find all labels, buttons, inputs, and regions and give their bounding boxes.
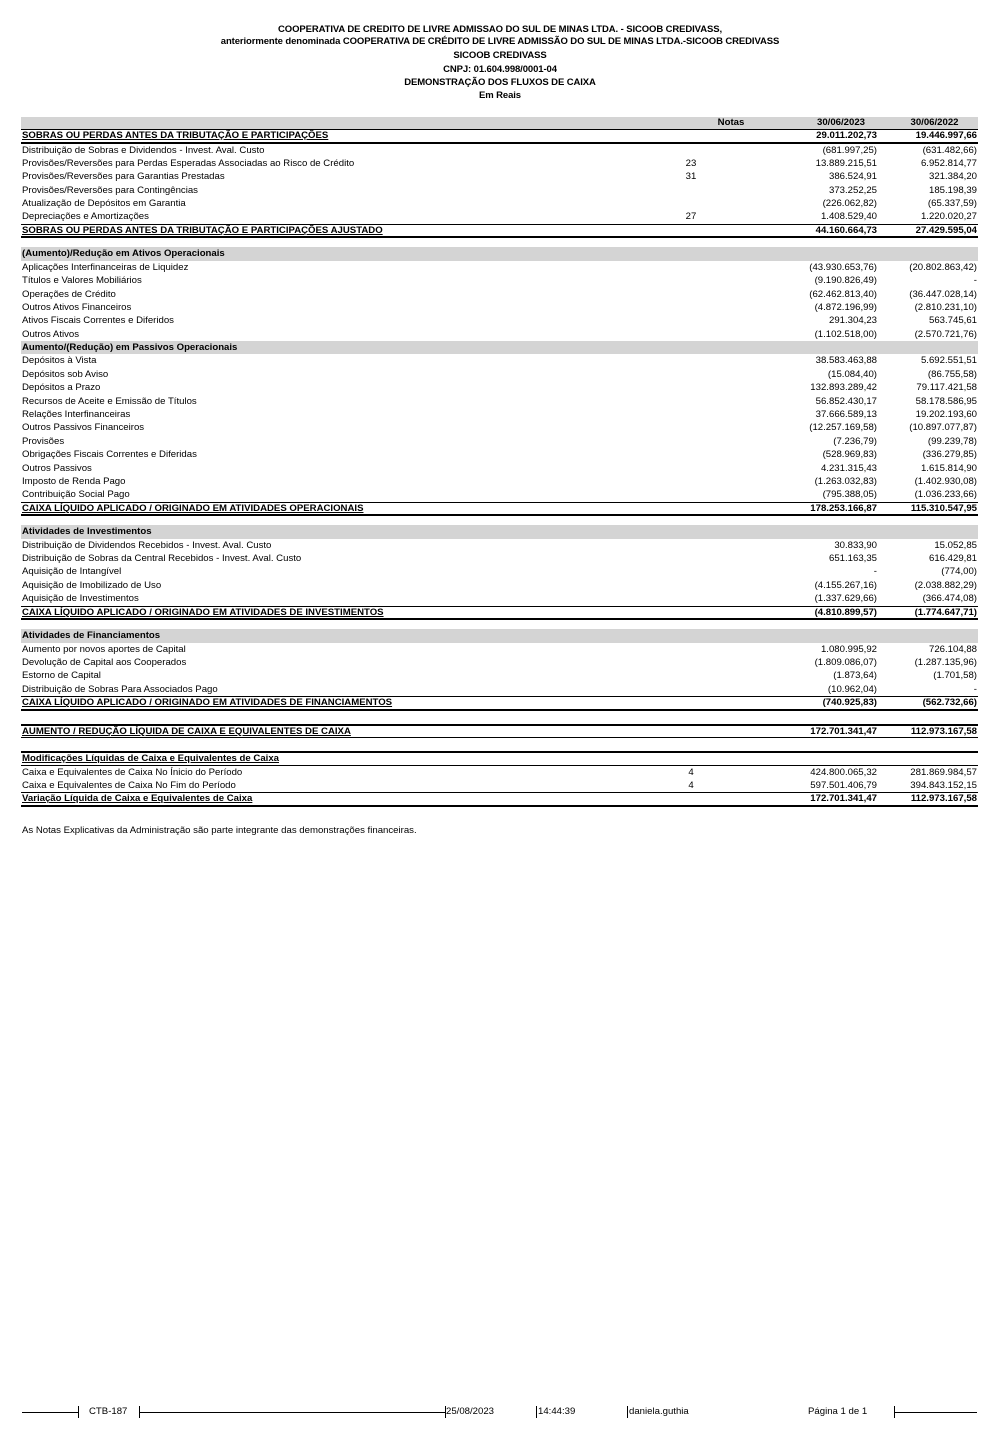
row-label: Atualização de Depósitos em Garantia xyxy=(22,198,186,210)
table-row xyxy=(21,170,978,183)
table-row xyxy=(21,354,978,367)
row-value-2023: 291.304,23 xyxy=(828,315,877,327)
row-label: Distribuição de Sobras Para Associados Pago xyxy=(22,683,218,695)
subtotal-row xyxy=(21,792,978,807)
row-label: SOBRAS OU PERDAS ANTES DA TRIBUTAÇÃO E PARTICIPAÇÕES AJUSTADO xyxy=(22,224,383,236)
row-value-2023: 30.833,90 xyxy=(834,539,877,551)
subtotal-row xyxy=(21,129,978,144)
table-row xyxy=(21,565,978,578)
row-label: Aumento/(Redução) em Passivos Operacionais xyxy=(22,342,238,354)
row-value-2023: (528.969,83) xyxy=(822,449,877,461)
row-label: Provisões/Reversões para Perdas Esperadas Associadas ao Risco de Crédito xyxy=(22,157,355,169)
row-label: Recursos de Aceite e Emissão de Títulos xyxy=(22,395,197,407)
row-label: Atividades de Financiamentos xyxy=(22,630,161,642)
row-value-2022: 616.429,81 xyxy=(928,553,977,565)
table-row xyxy=(21,539,978,552)
table-row xyxy=(21,261,978,274)
row-value-2022: - xyxy=(973,683,977,695)
row-value-2023: 13.889.215,51 xyxy=(815,157,877,169)
row-value-2022: (1.036.233,66) xyxy=(914,489,977,501)
table-row xyxy=(21,669,978,682)
row-value-2022: (2.038.882,29) xyxy=(914,579,977,591)
footer-divider xyxy=(22,1412,78,1413)
row-value-2022: 112.973.167,58 xyxy=(910,793,977,805)
row-value-2022: 1.615.814,90 xyxy=(920,462,977,474)
row-value-2022: 79.117.421,58 xyxy=(916,382,977,394)
row-value-2023: (795.388,05) xyxy=(822,489,877,501)
row-value-2022: (20.802.863,42) xyxy=(909,261,977,273)
column-header-period-1: 30/06/2023 xyxy=(816,117,865,128)
row-label: Aquisição de Imobilizado de Uso xyxy=(22,579,162,591)
spacer xyxy=(21,711,978,724)
row-label: Outros Passivos Financeiros xyxy=(22,422,145,434)
row-value-2022: 6.952.814,77 xyxy=(920,157,977,169)
row-value-2022: 5.692.551,51 xyxy=(920,355,977,367)
footer-divider xyxy=(139,1412,445,1413)
row-value-2023: (15.084,40) xyxy=(827,368,877,380)
table-row xyxy=(21,779,978,792)
table-row xyxy=(21,488,978,501)
row-label: Distribuição de Sobras e Dividendos - Invest. Aval. Custo xyxy=(22,144,265,156)
row-label: Outros Passivos xyxy=(22,462,92,474)
row-value-2022: 15.052,85 xyxy=(934,539,977,551)
row-note: 31 xyxy=(685,171,697,183)
row-label: Atividades de Investimentos xyxy=(22,526,152,538)
row-label: AUMENTO / REDUÇÃO LÍQUIDA DE CAIXA E EQUIVALENTES DE CAIXA xyxy=(22,725,351,737)
row-value-2022: (774,00) xyxy=(941,566,977,578)
row-value-2023: 38.583.463,88 xyxy=(815,355,877,367)
row-label: Provisões/Reversões para Contingências xyxy=(22,184,198,196)
subtotal-row xyxy=(21,696,978,711)
table-row xyxy=(21,157,978,170)
row-value-2022: (10.897.077,87) xyxy=(909,422,977,434)
table-row xyxy=(21,288,978,301)
row-label: Distribuição de Dividendos Recebidos - Invest. Aval. Custo xyxy=(22,539,272,551)
row-value-2022: (86.755,58) xyxy=(927,368,977,380)
footer-divider xyxy=(894,1412,977,1413)
section-header-row xyxy=(21,629,978,642)
page-footer xyxy=(0,1405,1000,1419)
footer-divider xyxy=(627,1406,628,1418)
row-value-2022: (1.287.135,96) xyxy=(914,656,977,668)
row-value-2023: (740.925,83) xyxy=(822,697,877,709)
table-row xyxy=(21,421,978,434)
summary-row xyxy=(21,724,978,739)
spacer xyxy=(21,738,978,751)
report-code: CTB-187 xyxy=(89,1406,128,1417)
row-label: Obrigações Fiscais Correntes e Diferidas xyxy=(22,449,197,461)
row-label: Variação Líquida de Caixa e Equivalentes de Caixa xyxy=(22,793,253,805)
row-label: Provisões/Reversões para Garantias Prestadas xyxy=(22,171,225,183)
spacer xyxy=(21,238,978,247)
footer-divider xyxy=(78,1406,79,1418)
row-label: CAIXA LÍQUIDO APLICADO / ORIGINADO EM ATIVIDADES OPERACIONAIS xyxy=(22,502,364,514)
company-name: COOPERATIVA DE CREDITO DE LIVRE ADMISSAO DO SUL DE MINAS LTDA. - SICOOB CREDIVASS, xyxy=(278,24,722,35)
row-note: 23 xyxy=(685,157,697,169)
row-value-2023: 373.252,25 xyxy=(828,184,877,196)
row-label: Modificações Líquidas de Caixa e Equivalentes de Caixa xyxy=(22,753,279,765)
row-label: Depreciações e Amortizações xyxy=(22,211,149,223)
row-label: Caixa e Equivalentes de Caixa No Fim do Período xyxy=(22,779,236,791)
row-value-2022: 281.869.984,57 xyxy=(910,766,977,778)
row-label: Relações Interfinanceiras xyxy=(22,409,131,421)
row-label: Depósitos a Prazo xyxy=(22,382,101,394)
row-note: 27 xyxy=(685,211,697,223)
row-label: CAIXA LÍQUIDO APLICADO / ORIGINADO EM ATIVIDADES DE FINANCIAMENTOS xyxy=(22,697,393,709)
row-label: SOBRAS OU PERDAS ANTES DA TRIBUTAÇÃO E PARTICIPAÇÕES xyxy=(22,130,329,141)
row-value-2022: 19.202.193,60 xyxy=(915,409,977,421)
row-value-2023: (1.102.518,00) xyxy=(814,328,877,340)
table-row xyxy=(21,592,978,605)
column-header-period-2: 30/06/2022 xyxy=(910,117,959,128)
row-label: Estorno de Capital xyxy=(22,670,101,682)
currency-unit: Em Reais xyxy=(479,90,521,101)
row-value-2022: 1.220.020,27 xyxy=(920,211,977,223)
cash-flow-table xyxy=(21,117,978,807)
row-label: Operações de Crédito xyxy=(22,288,116,300)
row-value-2023: 1.408.529,40 xyxy=(820,211,877,223)
row-value-2023: (4.872.196,99) xyxy=(814,301,877,313)
row-value-2023: 56.852.430,17 xyxy=(815,395,877,407)
table-row xyxy=(21,643,978,656)
row-value-2022: 58.178.586,95 xyxy=(915,395,977,407)
row-value-2023: (1.873,64) xyxy=(833,670,877,682)
row-label: Depósitos à Vista xyxy=(22,355,97,367)
table-row xyxy=(21,301,978,314)
row-label: Devolução de Capital aos Cooperados xyxy=(22,656,187,668)
row-label: CAIXA LÍQUIDO APLICADO / ORIGINADO EM ATIVIDADES DE INVESTIMENTOS xyxy=(22,606,384,618)
section-header-row xyxy=(21,341,978,354)
row-value-2023: (226.062,82) xyxy=(822,198,877,210)
section-header-row xyxy=(21,525,978,538)
table-header-row xyxy=(21,117,978,129)
table-row xyxy=(21,579,978,592)
row-value-2023: 386.524,91 xyxy=(828,171,877,183)
table-row xyxy=(21,683,978,696)
print-time: 14:44:39 xyxy=(538,1406,576,1417)
row-value-2023: (4.155.267,16) xyxy=(814,579,877,591)
row-value-2022: - xyxy=(973,275,977,287)
table-row xyxy=(21,435,978,448)
table-row xyxy=(21,210,978,223)
table-row xyxy=(21,368,978,381)
table-row xyxy=(21,274,978,287)
row-value-2023: (9.190.826,49) xyxy=(814,275,877,287)
table-row xyxy=(21,328,978,341)
row-label: (Aumento)/Redução em Ativos Operacionais xyxy=(22,248,225,260)
row-value-2022: (1.774.647,71) xyxy=(914,606,977,618)
row-value-2022: (65.337,59) xyxy=(927,198,977,210)
subtotal-row xyxy=(21,606,978,621)
row-value-2023: 597.501.406,79 xyxy=(810,779,877,791)
row-value-2022: (562.732,66) xyxy=(922,697,977,709)
row-value-2022: 185.198,39 xyxy=(928,184,977,196)
row-value-2023: - xyxy=(873,566,877,578)
row-value-2023: (1.263.032,83) xyxy=(814,475,877,487)
spacer xyxy=(21,516,978,525)
row-value-2022: (2.810.231,10) xyxy=(914,301,977,313)
row-value-2023: 4.231.315,43 xyxy=(820,462,877,474)
row-value-2023: (681.997,25) xyxy=(822,144,877,156)
document-title: DEMONSTRAÇÃO DOS FLUXOS DE CAIXA xyxy=(404,77,596,88)
row-value-2023: 132.893.289,42 xyxy=(810,382,877,394)
row-label: Aquisição de Investimentos xyxy=(22,593,139,605)
spacer xyxy=(21,620,978,629)
table-row xyxy=(21,656,978,669)
row-value-2022: 321.384,20 xyxy=(928,171,977,183)
row-value-2022: 726.104,88 xyxy=(928,643,977,655)
row-label: Aplicações Interfinanceiras de Liquidez xyxy=(22,261,189,273)
row-note: 4 xyxy=(688,779,694,791)
row-label: Aumento por novos aportes de Capital xyxy=(22,643,186,655)
row-value-2023: (4.810.899,57) xyxy=(814,606,877,618)
table-row xyxy=(21,381,978,394)
row-value-2023: (43.930.653,76) xyxy=(809,261,877,273)
subtotal-row xyxy=(21,502,978,517)
footnote: As Notas Explicativas da Administração são parte integrante das demonstrações financeiras. xyxy=(22,825,417,836)
row-value-2023: 424.800.065,32 xyxy=(810,766,877,778)
row-label: Ativos Fiscais Correntes e Diferidos xyxy=(22,315,174,327)
row-value-2022: (1.402.930,08) xyxy=(914,475,977,487)
table-body xyxy=(21,129,978,807)
row-label: Aquisição de Intangível xyxy=(22,566,122,578)
row-label: Depósitos sob Aviso xyxy=(22,368,109,380)
summary-row xyxy=(21,751,978,766)
footer-divider xyxy=(536,1406,537,1418)
table-row xyxy=(21,408,978,421)
row-value-2022: (631.482,66) xyxy=(922,144,977,156)
table-row xyxy=(21,197,978,210)
row-value-2023: 651.163,35 xyxy=(828,553,877,565)
row-value-2022: 112.973.167,58 xyxy=(910,725,977,737)
table-row xyxy=(21,184,978,197)
table-row xyxy=(21,448,978,461)
table-row xyxy=(21,462,978,475)
row-value-2023: 172.701.341,47 xyxy=(810,793,877,805)
table-row xyxy=(21,766,978,779)
row-value-2023: (62.462.813,40) xyxy=(809,288,877,300)
row-value-2023: (10.962,04) xyxy=(827,683,877,695)
column-header-notas: Notas xyxy=(717,117,745,128)
cnpj: CNPJ: 01.604.998/0001-04 xyxy=(443,64,557,75)
table-row xyxy=(21,144,978,157)
row-value-2023: 178.253.166,87 xyxy=(810,502,877,514)
row-label: Outros Ativos xyxy=(22,328,80,340)
row-value-2022: 115.310.547,95 xyxy=(910,502,977,514)
row-label: Outros Ativos Financeiros xyxy=(22,301,132,313)
row-value-2023: (7.236,79) xyxy=(833,435,877,447)
company-short-name: SICOOB CREDIVASS xyxy=(453,50,547,61)
row-value-2023: (1.809.086,07) xyxy=(814,656,877,668)
page-number: Página 1 de 1 xyxy=(808,1406,868,1417)
row-label: Imposto de Renda Pago xyxy=(22,475,126,487)
row-value-2023: 37.666.589,13 xyxy=(815,409,877,421)
table-row xyxy=(21,395,978,408)
row-value-2022: (366.474,08) xyxy=(922,593,977,605)
row-value-2023: 1.080.995,92 xyxy=(820,643,877,655)
row-value-2022: 563.745,61 xyxy=(928,315,977,327)
row-note: 4 xyxy=(688,766,694,778)
print-date: 25/08/2023 xyxy=(446,1406,495,1417)
row-value-2023: 172.701.341,47 xyxy=(810,725,877,737)
row-value-2022: (99.239,78) xyxy=(927,435,977,447)
table-row xyxy=(21,552,978,565)
user-name: daniela.guthia xyxy=(629,1406,689,1417)
row-value-2022: (1.701,58) xyxy=(933,670,977,682)
table-row xyxy=(21,475,978,488)
row-value-2023: (1.337.629,66) xyxy=(814,593,877,605)
row-label: Caixa e Equivalentes de Caixa No Ínicio do Período xyxy=(22,766,243,778)
table-row xyxy=(21,314,978,327)
section-header-row xyxy=(21,247,978,260)
row-value-2023: 44.160.664,73 xyxy=(815,224,877,236)
row-value-2023: 29.011.202,73 xyxy=(816,130,877,141)
row-value-2022: (2.570.721,76) xyxy=(914,328,977,340)
row-value-2022: 394.843.152,15 xyxy=(910,779,977,791)
row-label: Provisões xyxy=(22,435,65,447)
row-value-2023: (12.257.169,58) xyxy=(809,422,877,434)
company-former-name: anteriormente denominada COOPERATIVA DE CRÉDITO DE LIVRE ADMISSÃO DO SUL DE MINAS LTDA.-SICOOB CREDIVASS xyxy=(220,36,780,47)
row-label: Títulos e Valores Mobiliários xyxy=(22,275,142,287)
row-value-2022: 19.446.997,66 xyxy=(915,130,977,141)
subtotal-row xyxy=(21,224,978,239)
row-value-2022: (36.447.028,14) xyxy=(909,288,977,300)
row-value-2022: 27.429.595,04 xyxy=(915,224,977,236)
row-value-2022: (336.279,85) xyxy=(922,449,977,461)
row-label: Distribuição de Sobras da Central Recebidos - Invest. Aval. Custo xyxy=(22,553,302,565)
row-label: Contribuição Social Pago xyxy=(22,489,130,501)
